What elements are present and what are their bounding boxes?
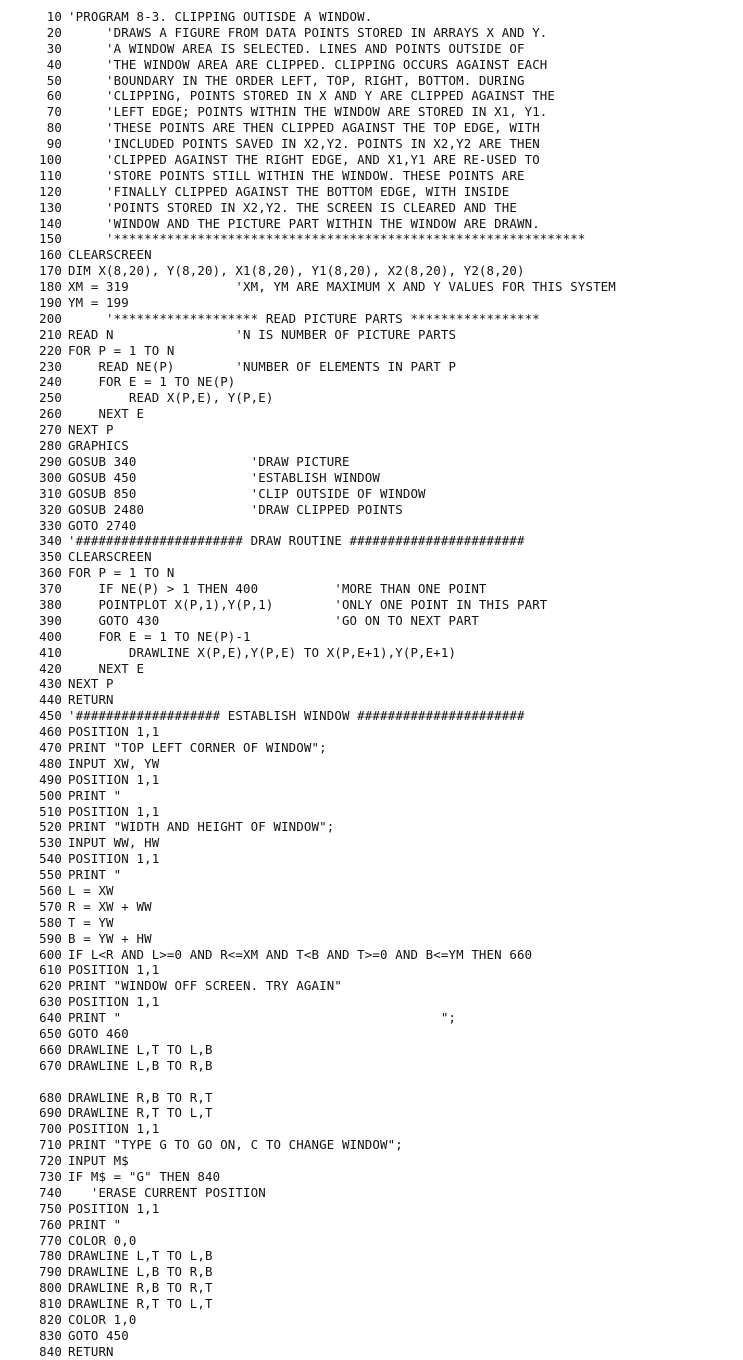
line-number: 320 <box>39 501 62 517</box>
line-number: 680 <box>39 1089 62 1105</box>
code-text: '************************************************************** <box>68 231 586 247</box>
code-text: INPUT M$ <box>68 1153 129 1169</box>
code-text: 'A WINDOW AREA IS SELECTED. LINES AND POINTS OUTSIDE OF <box>68 40 525 56</box>
code-text: COLOR 0,0 <box>68 1232 137 1248</box>
code-line <box>0 327 743 343</box>
line-number: 740 <box>39 1184 62 1200</box>
line-number: 290 <box>39 453 62 469</box>
line-number: 480 <box>39 755 62 771</box>
line-number: 210 <box>39 326 62 342</box>
line-number: 250 <box>39 390 62 406</box>
code-text: FOR P = 1 TO N <box>68 565 175 581</box>
line-number: 70 <box>46 104 62 120</box>
code-line <box>0 470 743 486</box>
code-text: DRAWLINE R,T TO L,T <box>68 1296 213 1312</box>
code-text: POSITION 1,1 <box>68 803 160 819</box>
code-text: GOSUB 850 'CLIP OUTSIDE OF WINDOW <box>68 485 426 501</box>
code-line <box>0 1280 743 1296</box>
code-line <box>0 597 743 613</box>
code-line <box>0 1312 743 1328</box>
line-number: 130 <box>39 199 62 215</box>
code-text: DRAWLINE R,B TO R,T <box>68 1089 213 1105</box>
code-line <box>0 1217 743 1233</box>
line-number: 570 <box>39 898 62 914</box>
code-line <box>0 708 743 724</box>
line-number: 650 <box>39 1026 62 1041</box>
code-text: POSITION 1,1 <box>68 994 160 1010</box>
line-number: 560 <box>39 882 62 898</box>
line-number: 510 <box>39 803 62 819</box>
code-line <box>0 724 743 740</box>
line-number: 150 <box>39 231 62 247</box>
code-text: PRINT " <box>68 787 122 803</box>
code-line <box>0 73 743 89</box>
line-number: 780 <box>39 1248 62 1264</box>
code-line <box>0 9 743 25</box>
code-line <box>0 390 743 406</box>
line-number: 220 <box>39 342 62 358</box>
line-number: 260 <box>39 406 62 422</box>
code-line <box>0 549 743 565</box>
line-number: 190 <box>39 295 62 311</box>
code-line <box>0 1042 743 1058</box>
code-text: 'INCLUDED POINTS SAVED IN X2,Y2. POINTS IN X2,Y2 ARE THEN <box>68 136 540 152</box>
line-number: 710 <box>39 1137 62 1153</box>
line-number: 430 <box>39 676 62 692</box>
code-text: READ NE(P) 'NUMBER OF ELEMENTS IN PART P <box>68 358 457 374</box>
line-number: 140 <box>39 215 62 231</box>
code-text: GRAPHICS <box>68 438 129 454</box>
code-line <box>0 88 743 104</box>
code-line <box>0 41 743 57</box>
code-line <box>0 692 743 708</box>
code-text: GOTO 430 'GO ON TO NEXT PART <box>68 612 479 628</box>
line-number: 410 <box>39 644 62 660</box>
code-text: POSITION 1,1 <box>68 962 160 978</box>
code-text <box>62 1074 743 1090</box>
line-number: 520 <box>39 819 62 835</box>
code-text: PRINT " <box>68 1216 122 1232</box>
code-text: PRINT " "; <box>68 1010 457 1026</box>
code-line <box>0 1296 743 1312</box>
code-text: RETURN <box>68 692 114 708</box>
code-text: DRAWLINE L,B TO R,B <box>68 1264 213 1280</box>
code-line <box>0 120 743 136</box>
code-line <box>0 819 743 835</box>
code-line <box>0 136 743 152</box>
code-line <box>0 581 743 597</box>
code-text: DRAWLINE R,B TO R,T <box>68 1280 213 1296</box>
line-number: 380 <box>39 596 62 612</box>
line-number: 100 <box>39 152 62 168</box>
code-text: POSITION 1,1 <box>68 851 160 867</box>
code-text: POSITION 1,1 <box>68 1200 160 1216</box>
line-number: 490 <box>39 771 62 787</box>
line-number: 760 <box>39 1216 62 1232</box>
code-text: IF L<R AND L>=0 AND R<=XM AND T<B AND T>=0 AND B<=YM THEN 660 <box>68 946 533 962</box>
line-number: 160 <box>39 247 62 263</box>
code-line <box>0 247 743 263</box>
line-number: 530 <box>39 835 62 851</box>
code-line <box>0 1169 743 1185</box>
line-number: 300 <box>39 469 62 485</box>
code-text: FOR P = 1 TO N <box>68 342 175 358</box>
code-line <box>0 931 743 947</box>
code-line <box>0 772 743 788</box>
code-text: NEXT E <box>68 660 145 676</box>
code-line <box>0 1026 743 1042</box>
code-line <box>0 645 743 661</box>
code-line <box>0 1328 743 1344</box>
code-text: PRINT "TOP LEFT CORNER OF WINDOW"; <box>68 739 327 755</box>
code-line <box>0 1185 743 1201</box>
line-number: 310 <box>39 485 62 501</box>
line-number: 280 <box>39 438 62 454</box>
code-text: FOR E = 1 TO NE(P) <box>68 374 236 390</box>
line-number: 770 <box>39 1232 62 1248</box>
code-text: 'ERASE CURRENT POSITION <box>68 1184 266 1200</box>
line-number: 580 <box>39 914 62 930</box>
line-number: 500 <box>39 787 62 803</box>
code-line <box>0 867 743 883</box>
line-number: 440 <box>39 692 62 708</box>
line-number: 170 <box>39 263 62 279</box>
line-number <box>0 1074 62 1090</box>
code-line <box>0 613 743 629</box>
code-line <box>0 740 743 756</box>
line-number: 240 <box>39 374 62 390</box>
line-number: 790 <box>39 1264 62 1280</box>
code-text: POSITION 1,1 <box>68 1121 160 1137</box>
program-listing <box>0 9 743 1360</box>
code-line <box>0 1248 743 1264</box>
line-number: 750 <box>39 1200 62 1216</box>
line-number: 80 <box>46 120 62 136</box>
line-number: 360 <box>39 565 62 581</box>
code-line <box>0 57 743 73</box>
code-text: INPUT XW, YW <box>68 755 160 771</box>
code-line <box>0 661 743 677</box>
code-line <box>0 200 743 216</box>
code-line <box>0 533 743 549</box>
code-line <box>0 438 743 454</box>
code-text: POINTPLOT X(P,1),Y(P,1) 'ONLY ONE POINT IN THIS PART <box>68 596 548 612</box>
code-line <box>0 978 743 994</box>
code-line <box>0 311 743 327</box>
code-line <box>0 835 743 851</box>
line-number: 730 <box>39 1169 62 1185</box>
code-line <box>0 1137 743 1153</box>
code-line <box>0 216 743 232</box>
line-number: 720 <box>39 1153 62 1169</box>
code-line <box>0 915 743 931</box>
code-line <box>0 1344 743 1360</box>
line-number: 420 <box>39 660 62 676</box>
code-text: DRAWLINE L,T TO L,B <box>68 1041 213 1057</box>
code-line <box>0 994 743 1010</box>
code-line <box>0 1264 743 1280</box>
line-number: 670 <box>39 1057 62 1073</box>
code-text: INPUT WW, HW <box>68 835 160 851</box>
code-text: POSITION 1,1 <box>68 724 160 740</box>
code-text: PRINT "TYPE G TO GO ON, C TO CHANGE WINDOW"; <box>68 1137 403 1153</box>
code-text: IF NE(P) > 1 THEN 400 'MORE THAN ONE POINT <box>68 581 487 597</box>
code-text: POSITION 1,1 <box>68 771 160 787</box>
code-text: 'BOUNDARY IN THE ORDER LEFT, TOP, RIGHT, BOTTOM. DURING <box>68 72 525 88</box>
code-text: RETURN <box>68 1343 114 1359</box>
code-line <box>0 25 743 41</box>
code-line <box>0 1153 743 1169</box>
line-number: 20 <box>46 24 62 40</box>
code-text: DRAWLINE L,T TO L,B <box>68 1248 213 1264</box>
line-number: 590 <box>39 930 62 946</box>
code-line <box>0 851 743 867</box>
line-number: 630 <box>39 994 62 1010</box>
line-number: 10 <box>46 9 62 24</box>
line-number: 400 <box>39 628 62 644</box>
line-number: 90 <box>46 136 62 152</box>
line-number: 110 <box>39 167 62 183</box>
code-line <box>0 629 743 645</box>
code-text: 'CLIPPING, POINTS STORED IN X AND Y ARE CLIPPED AGAINST THE <box>68 88 556 104</box>
code-text: FOR E = 1 TO NE(P)-1 <box>68 628 251 644</box>
code-text: 'POINTS STORED IN X2,Y2. THE SCREEN IS CLEARED AND THE <box>68 199 517 215</box>
code-line <box>0 1058 743 1074</box>
line-number: 550 <box>39 867 62 883</box>
line-number: 700 <box>39 1121 62 1137</box>
code-text: T = YW <box>68 914 114 930</box>
code-text: GOSUB 2480 'DRAW CLIPPED POINTS <box>68 501 403 517</box>
code-line <box>0 502 743 518</box>
code-line <box>0 486 743 502</box>
code-text: PRINT " <box>68 867 122 883</box>
code-line <box>0 231 743 247</box>
code-line <box>0 152 743 168</box>
code-text: YM = 199 <box>68 295 129 311</box>
line-number: 600 <box>39 946 62 962</box>
code-line <box>0 788 743 804</box>
code-line <box>0 1233 743 1249</box>
line-number: 370 <box>39 581 62 597</box>
code-line <box>0 343 743 359</box>
line-number: 390 <box>39 612 62 628</box>
code-text: GOTO 460 <box>68 1026 129 1041</box>
line-number: 830 <box>39 1327 62 1343</box>
code-line <box>0 1105 743 1121</box>
line-number: 620 <box>39 978 62 994</box>
code-text: 'THE WINDOW AREA ARE CLIPPED. CLIPPING OCCURS AGAINST EACH <box>68 56 548 72</box>
code-text: DRAWLINE L,B TO R,B <box>68 1057 213 1073</box>
code-text: CLEARSCREEN <box>68 247 152 263</box>
line-number: 810 <box>39 1296 62 1312</box>
code-text: 'STORE POINTS STILL WITHIN THE WINDOW. THESE POINTS ARE <box>68 167 525 183</box>
line-number: 690 <box>39 1105 62 1121</box>
code-text: 'CLIPPED AGAINST THE RIGHT EDGE, AND X1,Y1 ARE RE-USED TO <box>68 152 540 168</box>
code-line <box>0 422 743 438</box>
code-text: NEXT E <box>68 406 145 422</box>
code-line <box>0 1010 743 1026</box>
code-text: 'LEFT EDGE; POINTS WITHIN THE WINDOW ARE STORED IN X1, Y1. <box>68 104 548 120</box>
code-text: '******************* READ PICTURE PARTS ***************** <box>68 310 540 326</box>
line-number: 640 <box>39 1010 62 1026</box>
code-line <box>0 406 743 422</box>
code-line <box>0 374 743 390</box>
code-text: 'PROGRAM 8-3. CLIPPING OUTISDE A WINDOW. <box>68 9 373 24</box>
code-text: GOTO 2740 <box>68 517 137 533</box>
code-line <box>0 359 743 375</box>
line-number: 610 <box>39 962 62 978</box>
line-number: 820 <box>39 1312 62 1328</box>
code-text: PRINT "WIDTH AND HEIGHT OF WINDOW"; <box>68 819 335 835</box>
code-text: XM = 319 'XM, YM ARE MAXIMUM X AND Y VALUES FOR THIS SYSTEM <box>68 279 616 295</box>
line-number: 200 <box>39 310 62 326</box>
line-number: 460 <box>39 724 62 740</box>
code-line <box>0 295 743 311</box>
line-number: 350 <box>39 549 62 565</box>
code-text: DRAWLINE R,T TO L,T <box>68 1105 213 1121</box>
line-number: 30 <box>46 40 62 56</box>
code-text: CLEARSCREEN <box>68 549 152 565</box>
code-line <box>0 1090 743 1106</box>
code-text: 'THESE POINTS ARE THEN CLIPPED AGAINST THE TOP EDGE, WITH <box>68 120 540 136</box>
line-number: 230 <box>39 358 62 374</box>
code-line <box>0 168 743 184</box>
code-text: GOSUB 340 'DRAW PICTURE <box>68 453 350 469</box>
code-line <box>0 518 743 534</box>
line-number: 340 <box>39 533 62 549</box>
code-text: READ N 'N IS NUMBER OF PICTURE PARTS <box>68 326 457 342</box>
code-text: PRINT "WINDOW OFF SCREEN. TRY AGAIN" <box>68 978 342 994</box>
line-number: 50 <box>46 72 62 88</box>
code-text: '################### ESTABLISH WINDOW ###################### <box>68 708 525 724</box>
code-text: B = YW + HW <box>68 930 152 946</box>
code-line <box>0 947 743 963</box>
code-line <box>0 1121 743 1137</box>
code-line <box>0 454 743 470</box>
code-text: 'WINDOW AND THE PICTURE PART WITHIN THE WINDOW ARE DRAWN. <box>68 215 540 231</box>
code-line <box>0 883 743 899</box>
code-text: L = XW <box>68 882 114 898</box>
line-number: 40 <box>46 56 62 72</box>
line-number: 660 <box>39 1041 62 1057</box>
code-text: DRAWLINE X(P,E),Y(P,E) TO X(P,E+1),Y(P,E+1) <box>68 644 457 660</box>
code-line <box>0 804 743 820</box>
code-text: GOTO 450 <box>68 1327 129 1343</box>
code-line <box>0 565 743 581</box>
line-number: 800 <box>39 1280 62 1296</box>
line-number: 60 <box>46 88 62 104</box>
code-text: GOSUB 450 'ESTABLISH WINDOW <box>68 469 381 485</box>
line-number: 330 <box>39 517 62 533</box>
code-line <box>0 1074 743 1090</box>
line-number: 180 <box>39 279 62 295</box>
line-number: 450 <box>39 708 62 724</box>
code-line <box>0 756 743 772</box>
line-number: 840 <box>39 1343 62 1359</box>
code-text: NEXT P <box>68 422 114 438</box>
code-line <box>0 263 743 279</box>
line-number: 540 <box>39 851 62 867</box>
code-line <box>0 104 743 120</box>
line-number: 470 <box>39 739 62 755</box>
code-text: 'FINALLY CLIPPED AGAINST THE BOTTOM EDGE, WITH INSIDE <box>68 183 510 199</box>
code-text: DIM X(8,20), Y(8,20), X1(8,20), Y1(8,20), X2(8,20), Y2(8,20) <box>68 263 525 279</box>
code-text: IF M$ = "G" THEN 840 <box>68 1169 221 1185</box>
code-line <box>0 962 743 978</box>
code-line <box>0 1201 743 1217</box>
line-number: 270 <box>39 422 62 438</box>
code-line <box>0 899 743 915</box>
code-text: '###################### DRAW ROUTINE ####################### <box>68 533 525 549</box>
code-line <box>0 676 743 692</box>
code-text: COLOR 1,0 <box>68 1312 137 1328</box>
code-text: R = XW + WW <box>68 898 152 914</box>
code-text: NEXT P <box>68 676 114 692</box>
line-number: 120 <box>39 183 62 199</box>
code-text: 'DRAWS A FIGURE FROM DATA POINTS STORED IN ARRAYS X AND Y. <box>68 24 548 40</box>
code-text: READ X(P,E), Y(P,E) <box>68 390 274 406</box>
code-line <box>0 279 743 295</box>
code-line <box>0 184 743 200</box>
